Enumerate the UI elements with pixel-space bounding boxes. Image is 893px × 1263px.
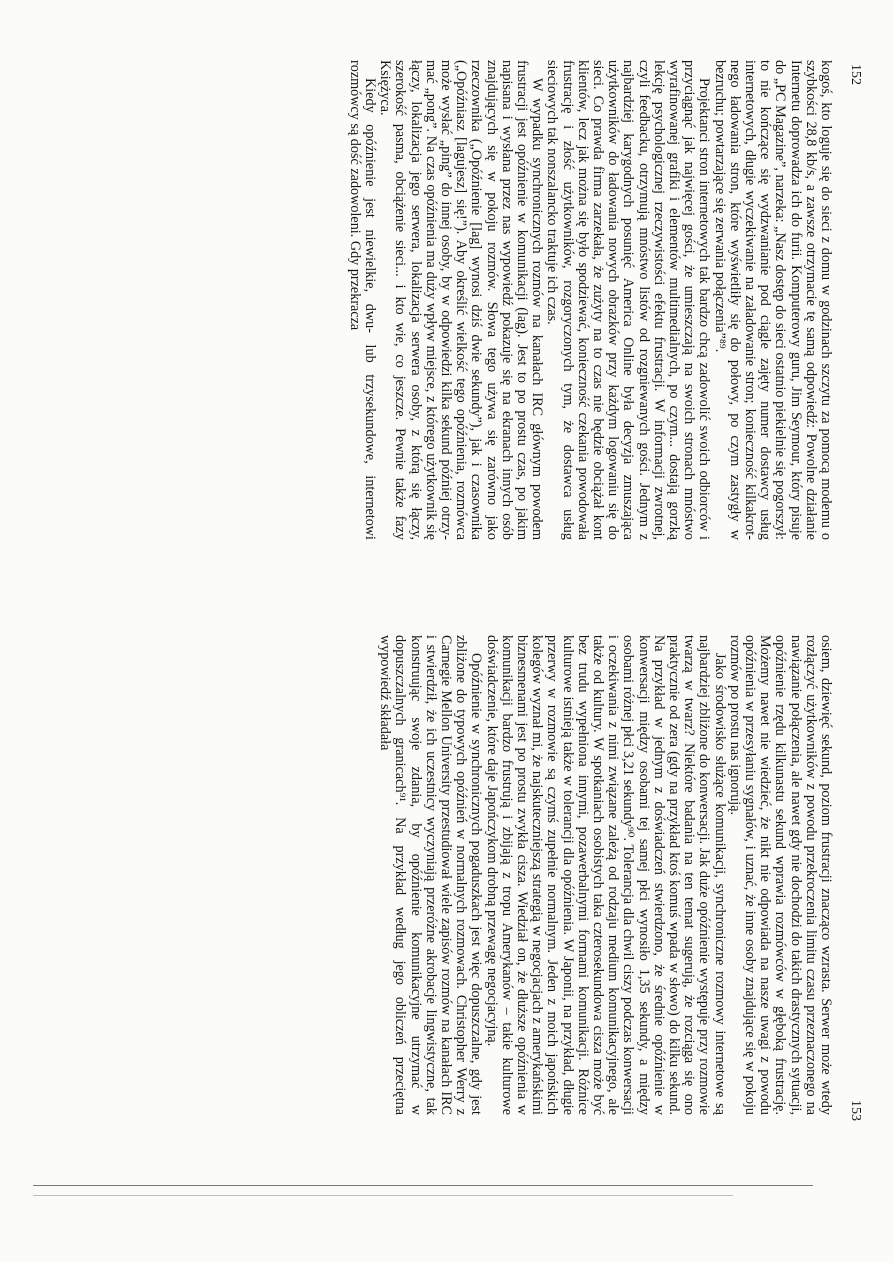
right-paragraph-2: Jako środowisko służące komunikacji, synchroniczne rozmowy internetowe są najbardziej zbliżone do konwersacji. Jak duże opóźnienie występuje przy rozmowie twarzą w twarz? Niektóre badania na ten temat sugerują, że rozciąga się ono praktycznie od zera (gdy na przykład ktoś komuś wpada w słowo) do kilku sekund. Na przykład w jednym z doświadczeń stwierdzono, że średnie opóźnienie w konwersacji między osobami tej samej płci wynosiło 1,35 sekundy, a między osobami różnej płci 3,21 sekundy⁹⁰. Tolerancja dla chwil ciszy podczas konwersacji i oczekiwania z nimi związane zależą od rodzaju medium komunikacyjnego, ale także od kultury. W spotkaniach osobistych taka czterosekundowa cisza może być bez trudu wypełniona innymi, pozawerbalnymi formami komunikacji. Różnice kulturowe istnieją także w tolerancji dla opóźnienia. W Japonii, na przykład, długie przerwy w rozmowie są czymś zupełnie normalnym. Jeden z moich japońskich kolegów wyznał mi, że najskuteczniejszą strategią w negocjacjach z amerykańskimi biznesmenami jest po prostu zwykła cisza. Wiedział on, że dłuższe opóźnienia w komunikacji bardzo frustrują i zbijają z tropu Amerykanów – takie kulturowe doświadczenie, które daje Japończykom drobną przewagę negocjacyjną. bbox=[483, 635, 728, 1115]
right-page bbox=[0, 600, 893, 1160]
left-paragraph-1: kogoś, kto loguje się do sieci z domu w godzinach szczytu za pomocą modemu o szybkości 28,8 kb/s, a zawsze otrzymacie tę samą odpowiedź: Powolne działanie Internetu doprowadza ich do furii. Komputerowy guru, Jim Seymour, który pisuje do „PC Magazine”, narzeka: „Nasz dostęp do sieci ostatnio piekielnie się pogorszył: to nie kończące się wydzwanianie pod ciągle zajęty numer dostawcy usług internetowych, długie wyczekiwanie na załadowanie stron; konieczność kilkakrotnego ładowania stron, które wyświetliły się do połowy, po czym zastygły w bezruchu; powtarzające się zerwania połączenia”⁸⁹. bbox=[711, 60, 834, 540]
left-page-number: 152 bbox=[848, 64, 863, 85]
right-page-text bbox=[377, 635, 833, 1115]
left-page bbox=[0, 30, 893, 590]
left-paragraph-4: Kiedy opóźnienie jest niewielkie, dwu- lub trzysekundowe, internetowi rozmówcy są dość zadowoleni. Gdy przekracza bbox=[346, 60, 378, 540]
left-paragraph-2: Projektanci stron internetowych tak bardzo chcą zadowolić swoich odbiorców i przyciągnąć jak najwięcej gości, że umieszczają na swoich stronach mnóstwo wyrafinowanej grafiki i elementów multimedialnych, po czym... dostają gorzką lekcję psychologicznej rzeczywistości efektu frustracji. W informacji zwrotnej, czyli feedbacku, otrzymują mnóstwo listów od rozgniewanych gości. Jednym z najbardziej karygodnych posunięć America Online była decyzja zmuszająca użytkowników do ładowania nowych obrazków przy każdym logowaniu się do sieci. Co prawda firma zarzekała, że zużyty na to czas nie będzie obciążał kont klientów, lecz jak można się było spodziewać, konieczność czekania powodowała frustrację i złość użytkowników, rozgoryczonych tym, że dostawca usług sieciowych tak nonszalancko traktuje ich czas. bbox=[544, 60, 713, 540]
right-paragraph-1: osiem, dziewięć sekund, poziom frustracji znacząco wzrasta. Serwer może wtedy rozłączyć użytkowników z powodu przekroczenia limitu czasu przeznaczonego na nawiązanie połączenia, ale nawet gdy nie dochodzi do takich drastycznych sytuacji, opóźnienie rzędu kilkunastu sekund wprawia rozmówców w głęboką frustrację. Możemy nawet nie wiedzieć, że nikt nie odpowiada na nasze uwagi z powodu opóźnienia w przesyłaniu sygnałów, i uznać, że inne osoby znajdujące się w pokoju rozmów po prostu nas ignorują. bbox=[726, 635, 834, 1115]
scan-edge-shadow bbox=[33, 1195, 733, 1196]
right-page-number: 153 bbox=[848, 1100, 863, 1121]
right-paragraph-3: Opóźnienie w synchronicznych pogaduszkach jest więc dopuszczalne, gdy jest zbliżone do typowych opóźnień w normalnych rozmowach. Christopher Werry z Carnegie Mellon University przestudiował wiele zapisów rozmów na kanałach IRC i stwierdził, że ich uczestnicy wyczyniają przeróżne akrobacje lingwistyczne, tak konstruując swoje zdania, by opóźnienie komunikacyjne utrzymać w dopuszczalnych granicach⁹¹. Na przykład według jego obliczeń przeciętna wypowiedź składała bbox=[377, 635, 485, 1115]
left-page-text bbox=[347, 60, 834, 540]
left-paragraph-3: W wypadku synchronicznych rozmów na kanałach IRC głównym powodem frustracji jest opóźnienie w komunikacji (lag). Jest to po prostu czas, po jakim napisana i wysłana przez nas wypowiedź pokazuje się na ekranach innych osób znajdujących się w pokoju rozmów. Słowa tego używa się zarówno jako rzeczownika („Opóźnienie [lag] wynosi dziś dwie sekundy”), jak i czasownika („Opóźniasz [lagujesz] się!”). Aby określić wielkość tego opóźnienia, rozmówca może wysłać „ping” do innej osoby, by w odpowiedzi kilka sekund później otrzymać „pong”. Na czas opóźnienia ma duży wpływ miejsce, z którego użytkownik się łączy, lokalizacja jego serwera, lokalizacja serwera osoby, z którą się łączy, szerokość pasma, obciążenie sieci... i kto wie, co jeszcze. Pewnie także fazy Księżyca. bbox=[377, 60, 546, 540]
scan-edge-line bbox=[33, 1185, 813, 1186]
